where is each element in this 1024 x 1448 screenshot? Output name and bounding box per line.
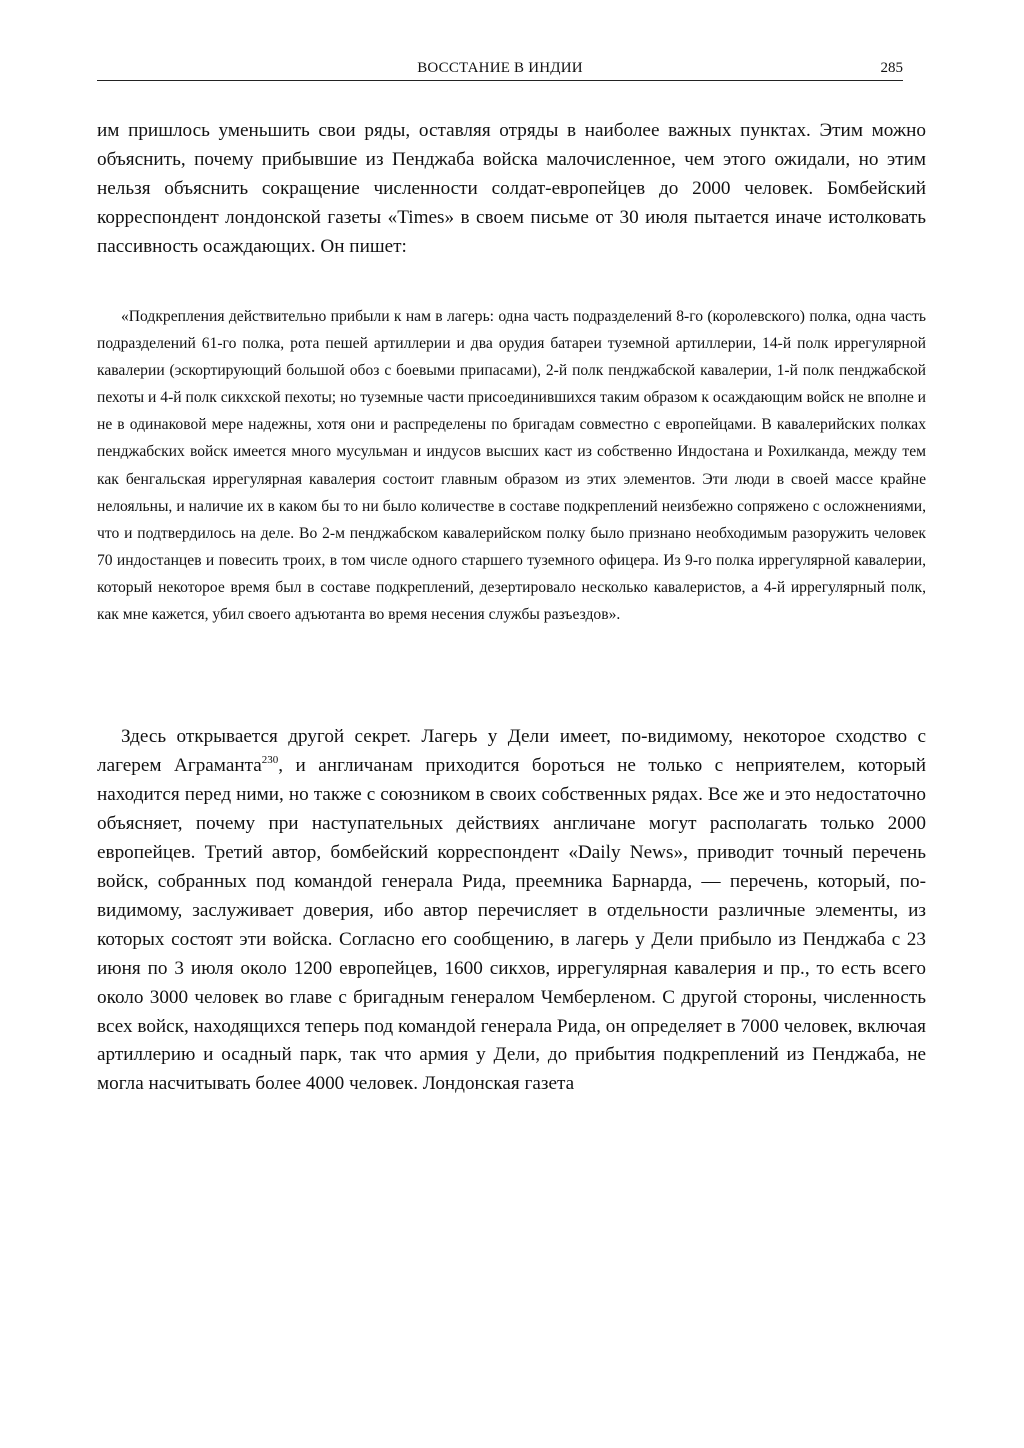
paragraph-2-text-start: Здесь открывается другой секрет. Лагерь у Дели имеет, по-видимому, некоторое сходство с лагерем Аграманта: [97, 726, 926, 776]
paragraph-1: [97, 117, 926, 262]
paragraph-2-text: [97, 723, 926, 1099]
block-quote-text: «Подкрепления действительно прибыли к нам в лагерь: одна часть подразделений 8-го (королевского) полка, одна часть подразделений 61-го полка, рота пешей артиллерии и два орудия батареи туземной артиллерии, 14-й полк иррегулярной кавалерии (эскортирующий большой обоз с боевыми припасами), 2-й полк пенджабской кавалерии, 1-й полк пенджабской пехоты и 4-й полк сикхской пехоты; но туземные части присоединившихся таким образом к осаждающим войск не вполне и не в одинаковой мере надежны, хотя они и распределены по бригадам совместно с европейцами. В кавалерийских полках пенджабских войск имеется много мусульман и индусов высших каст из собственно Индостана и Рохилканда, между тем как бенгальская иррегулярная кавалерия состоит главным образом из этих элементов. Эти люди в своей массе крайне нелояльны, и наличие их в каком бы то ни было количестве в составе подкреплений неизбежно сопряжено с осложнениями, что и подтвердилось на деле. Во 2-м пенджабском кавалерийском полку было признано необходимым разоружить человек 70 индостанцев и повесить троих, в том числе одного старшего туземного офицера. Из 9-го полка иррегулярной кавалерии, который некоторое время был в составе подкреплений, дезертировало несколько кавалеристов, а 4-й иррегулярный полк, как мне кажется, убил своего адъютанта во время несения службы разъездов».: [97, 308, 926, 624]
page-number: 285: [880, 60, 903, 76]
running-title: ВОССТАНИЕ В ИНДИИ: [417, 60, 583, 76]
paragraph-2-text-end: , и англичанам приходится бороться не только с неприятелем, который находится перед ними, но также с союзником в своих собственных рядах. Все же и это недостаточно объясняет, почему при наступательных действиях англичане могут располагать только 2000 европейцев. Третий автор, бомбейский корреспондент «Daily News», приводит точный перечень войск, собранных под командой генерала Рида, преемника Барнарда, — перечень, который, по-видимому, заслуживает доверия, ибо автор перечисляет в отдельности различные элементы, из которых состоят эти войска. Согласно его сообщению, в лагерь у Дели прибыло из Пенджаба с 23 июня по 3 июля около 1200 европейцев, 1600 сикхов, иррегулярная кавалерия и пр., то есть всего около 3000 человек во главе с бригадным генералом Чемберленом. С другой стороны, численность всех войск, находящихся теперь под командой генерала Рида, он определяет в 7000 человек, включая артиллерию и осадный парк, так что армия у Дели, до прибытия подкреплений из Пенджаба, не могла насчитывать более 4000 человек. Лондонская газета: [97, 754, 926, 1095]
running-header: [97, 60, 903, 81]
paragraph-2: [97, 723, 926, 1099]
paragraph-1-text: им пришлось уменьшить свои ряды, оставляя отряды в наиболее важных пунктах. Этим можно объяснить, почему прибывшие из Пенджаба войска малочисленное, чем этого ожидали, но этим нельзя объяснить сокращение численности солдат-европейцев до 2000 человек. Бомбейский корреспондент лондонской газеты «Times» в своем письме от 30 июля пытается иначе истолковать пассивность осаждающих. Он пишет:: [97, 120, 926, 257]
footnote-reference[interactable]: 230: [261, 753, 279, 766]
block-quote: [97, 303, 926, 628]
